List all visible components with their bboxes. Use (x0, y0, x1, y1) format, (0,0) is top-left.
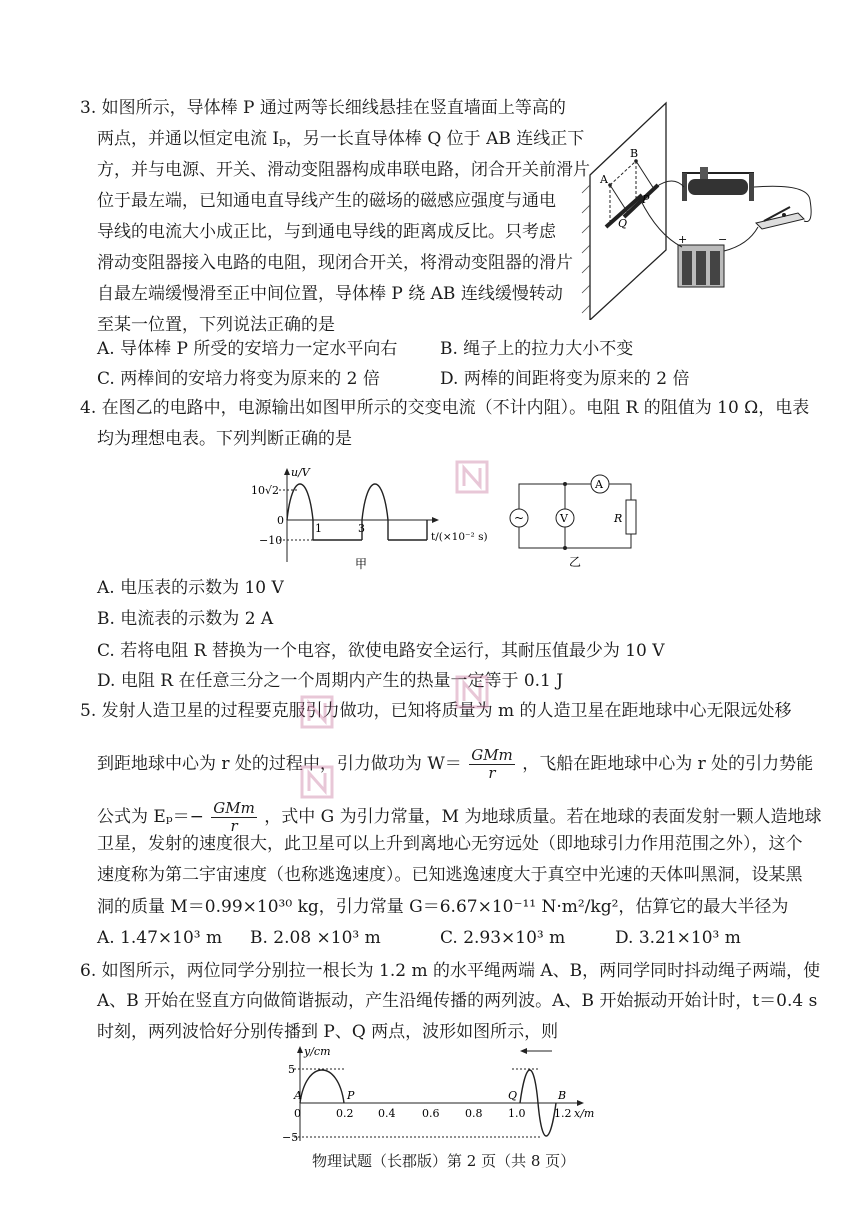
q3-line: 3. 如图所示，导体棒 P 通过两等长细线悬挂在竖直墙面上等高的 (80, 98, 566, 118)
q4-xlabel: t/(×10⁻² s) (431, 531, 488, 543)
page-footer: 物理试题（长郡版）第 2 页（共 8 页） (312, 1152, 576, 1170)
q6-y5: 5 (288, 1063, 295, 1076)
q4-caption-jia: 甲 (355, 557, 368, 571)
q6-ylabel: y/cm (304, 1045, 331, 1058)
q3-label-p: P (642, 193, 650, 206)
q5-fraction-ep (211, 800, 257, 835)
q4-voltmeter-label: V (560, 512, 568, 525)
q5-option-c[interactable]: C. 2.93×10³ m (440, 928, 566, 948)
q5-line2-start: 到距地球中心为 r 处的过程中，引力做功为 W＝ (97, 754, 462, 774)
q5-line2-end: ，飞船在距地球中心为 r 处的引力势能 (522, 754, 814, 774)
q6-label-q: Q (508, 1089, 518, 1102)
q3-line: 导线的电流大小成正比，与到通电导线的距离成反比。只考虑 (97, 222, 556, 242)
watermark-logo-icon (300, 765, 334, 799)
q5-frac-den: r (488, 764, 496, 782)
q4-option-a[interactable]: A. 电压表的示数为 10 V (97, 578, 284, 598)
q3-label-b: B (630, 147, 639, 160)
switch-icon (756, 207, 804, 229)
q3-option-c[interactable]: C. 两棒间的安培力将变为原来的 2 倍 (97, 369, 380, 389)
q4-ylabel: u/V (291, 466, 310, 479)
q6-line: 6. 如图所示，两位同学分别拉一根长为 1.2 m 的水平绳两端 A、B，两同学同时抖动绳子两端，使 (80, 961, 821, 981)
battery-minus-label: − (718, 233, 728, 246)
q6-line: 时刻，两列波恰好分别传播到 P、Q 两点，波形如图所示，则 (97, 1022, 559, 1042)
q6-label-a: A (294, 1089, 302, 1102)
q4-option-d[interactable]: D. 电阻 R 在任意三分之一个周期内产生的热量一定等于 0.1 J (97, 671, 564, 691)
q5-line3 (97, 800, 821, 835)
q3-line: 滑动变阻器接入电路的电阻，现闭合开关，将滑动变阻器的滑片 (97, 253, 573, 273)
q5-line: 速度称为第二宇宙速度（也称逃逸速度）。已知逃逸速度大于真空中光速的天体叫黑洞，设某黑 (97, 865, 803, 885)
voltmeter-icon (556, 509, 574, 527)
ac-source-icon (510, 509, 528, 527)
q6-wave-graph (280, 1045, 600, 1145)
q6-label-b: B (558, 1089, 567, 1102)
q3-line: 两点，并通以恒定电流 Iₚ，另一长直导体棒 Q 位于 AB 连线正下 (97, 129, 585, 149)
q4-circuit (505, 470, 645, 570)
q5-option-a[interactable]: A. 1.47×10³ m (97, 928, 223, 948)
q3-line: 位于最左端，已知通电直导线产生的磁场的磁感应强度与通电 (97, 191, 556, 211)
q5-line: 卫星，发射的速度很大，此卫星可以上升到离地心无穷远处（即地球引力作用范围之外），这个 (97, 834, 803, 854)
q3-line: 至某一位置，下列说法正确的是 (97, 315, 335, 335)
q3-figure (578, 95, 823, 320)
q4-origin: 0 (277, 514, 284, 527)
q4-resistor-label: R (614, 512, 623, 525)
battery-icon (678, 233, 727, 287)
q4-option-c[interactable]: C. 若将电阻 R 替换为一个电容，欲使电路安全运行，其耐压值最少为 10 V (97, 641, 665, 661)
q4-source-label: ~ (514, 511, 525, 525)
q5-line2 (97, 747, 813, 782)
q4-ybottom: −10 (259, 534, 283, 547)
rheostat-icon (682, 167, 754, 201)
q5-frac-num: GMm (471, 746, 513, 764)
q6-tick: 0.6 (422, 1107, 440, 1120)
q6-xlabel: x/m (574, 1107, 595, 1120)
q5-line3-start: 公式为 Eₚ＝− (97, 807, 204, 827)
q4-caption-yi: 乙 (569, 555, 582, 569)
q3-label-q: Q (618, 217, 628, 230)
ammeter-icon (591, 475, 609, 493)
q5-line: 洞的质量 M＝0.99×10³⁰ kg，引力常量 G＝6.67×10⁻¹¹ N·m²/kg²，估算它的最大半径为 (97, 897, 789, 917)
q5-fraction-work (469, 747, 515, 782)
watermark-logo-icon (455, 675, 489, 709)
q3-line: 自最左端缓慢滑至正中间位置，导体棒 P 绕 AB 连线缓慢转动 (97, 284, 563, 304)
q6-tick: 0.8 (465, 1107, 483, 1120)
q4-ammeter-label: A (595, 478, 603, 491)
q4-ytop: 10√2 (251, 484, 280, 497)
q6-tick: 0.4 (378, 1107, 396, 1120)
battery-plus-label: + (678, 233, 688, 246)
q5-option-b[interactable]: B. 2.08 ×10³ m (250, 928, 381, 948)
q4-tick3: 3 (358, 522, 365, 535)
q4-line: 4. 在图乙的电路中，电源输出如图甲所示的交变电流（不计内阻）。电阻 R 的阻值为 10 Ω，电表 (80, 398, 810, 418)
q6-tick: 0.2 (336, 1107, 354, 1120)
q3-label-a: A (600, 173, 608, 186)
q5-frac-den: r (230, 817, 238, 835)
q4-line: 均为理想电表。下列判断正确的是 (97, 429, 352, 449)
q3-option-b[interactable]: B. 绳子上的拉力大小不变 (440, 339, 634, 359)
q3-option-a[interactable]: A. 导体棒 P 所受的安培力一定水平向右 (97, 339, 398, 359)
q5-line: 5. 发射人造卫星的过程要克服引力做功，已知将质量为 m 的人造卫星在距地球中心无限远处移 (80, 701, 792, 721)
q6-yneg5: −5 (282, 1131, 299, 1144)
q6-origin: 0 (294, 1107, 301, 1120)
q6-label-p: P (347, 1089, 355, 1102)
watermark-logo-icon (455, 460, 489, 494)
q4-tick1: 1 (315, 522, 322, 535)
watermark-logo-icon (300, 695, 334, 729)
q5-option-d[interactable]: D. 3.21×10³ m (615, 928, 741, 948)
q6-tick: 1.2 (554, 1107, 572, 1120)
q3-option-d[interactable]: D. 两棒的间距将变为原来的 2 倍 (440, 369, 690, 389)
q5-line3-end: ，式中 G 为引力常量，M 为地球质量。若在地球的表面发射一颗人造地球 (264, 807, 822, 827)
resistor-icon (613, 500, 636, 534)
q4-option-b[interactable]: B. 电流表的示数为 2 A (97, 609, 274, 629)
q6-tick: 1.0 (508, 1107, 526, 1120)
q5-frac-num: GMm (213, 799, 255, 817)
q6-line: A、B 开始在竖直方向做简谐振动，产生沿绳传播的两列波。A、B 开始振动开始计时，t＝0.4 s (97, 991, 818, 1011)
q3-line: 方，并与电源、开关、滑动变阻器构成串联电路，闭合开关前滑片 (97, 160, 590, 180)
